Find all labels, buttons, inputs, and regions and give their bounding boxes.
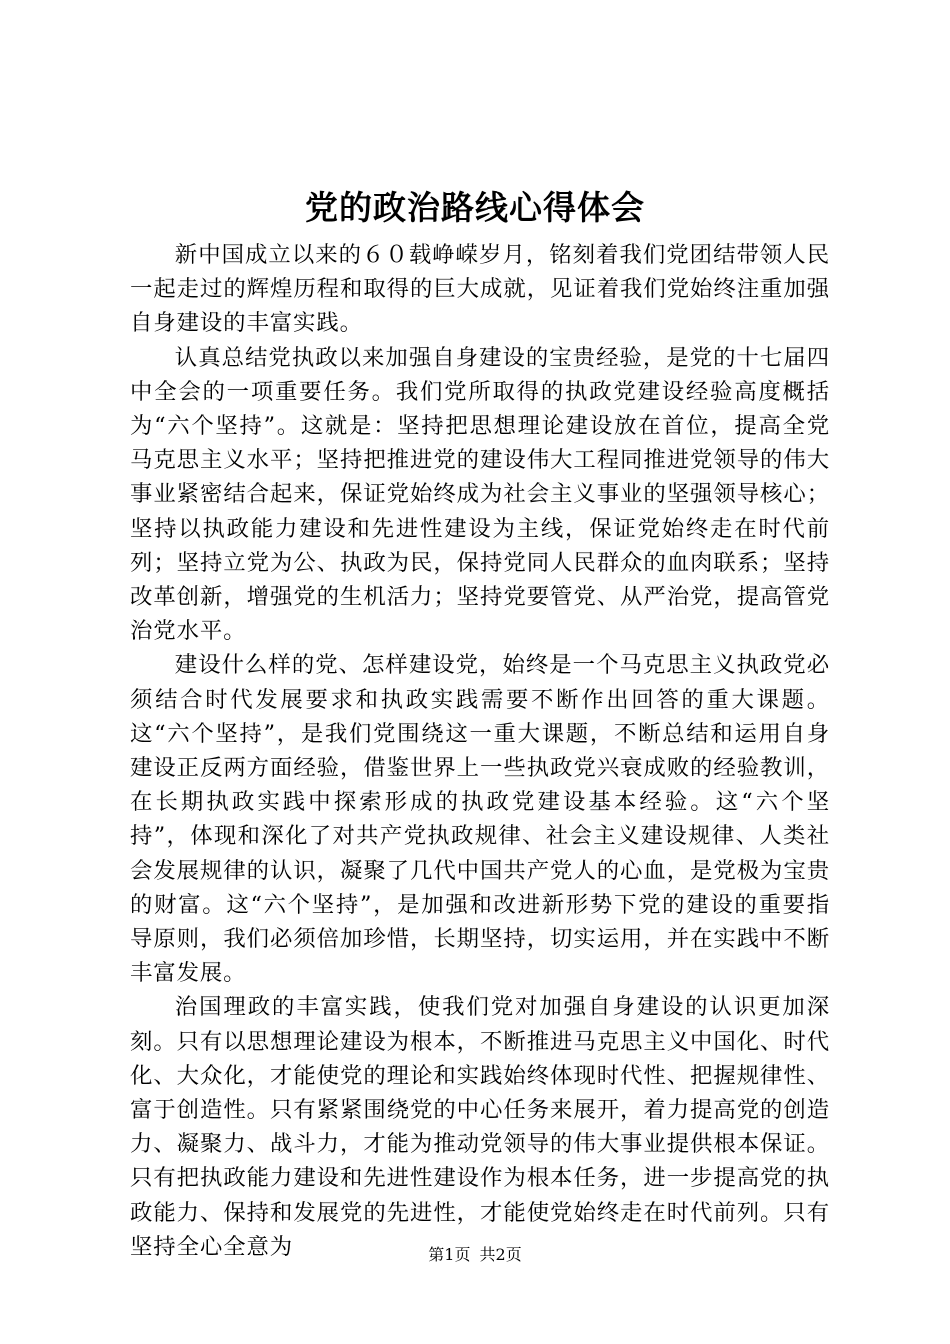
page-total: 共2页 [479,1245,522,1264]
paragraph-1: 新中国成立以来的６０载峥嵘岁月，铭刻着我们党团结带领人民一起走过的辉煌历程和取得的巨大成就，见证着我们党始终注重加强自身建设的丰富实践。 [130,242,830,337]
paragraph-3: 建设什么样的党、怎样建设党，始终是一个马克思主义执政党必须结合时代发展要求和执政实践需要不断作出回答的重大课题。这“六个坚持”，是我们党围绕这一重大课题，不断总结和运用自身建设正反两方面经验，借鉴世界上一些执政党兴衰成败的经验教训，在长期执政实践中探索形成的执政党建设基本经验。这“六个坚持”，体现和深化了对共产党执政规律、社会主义建设规律、人类社会发展规律的认识，凝聚了几代中国共产党人的心血，是党极为宝贵的财富。这“六个坚持”，是加强和改进新形势下党的建设的重要指导原则，我们必须倍加珍惜，长期坚持，切实运用，并在实践中不断丰富发展。 [130,652,830,987]
page-footer [0,1244,950,1266]
paragraph-2: 认真总结党执政以来加强自身建设的宝贵经验，是党的十七届四中全会的一项重要任务。我们党所取得的执政党建设经验高度概括为“六个坚持”。这就是：坚持把思想理论建设放在首位，提高全党马克思主义水平；坚持把推进党的建设伟大工程同推进党领导的伟大事业紧密结合起来，保证党始终成为社会主义事业的坚强领导核心；坚持以执政能力建设和先进性建设为主线，保证党始终走在时代前列；坚持立党为公、执政为民，保持党同人民群众的血肉联系；坚持改革创新，增强党的生机活力；坚持党要管党、从严治党，提高管党治党水平。 [130,344,830,645]
document-title: 党的政治路线心得体会 [305,188,645,227]
page-number: 第1页 [428,1245,471,1264]
paragraph-4: 治国理政的丰富实践，使我们党对加强自身建设的认识更加深刻。只有以思想理论建设为根本，不断推进马克思主义中国化、时代化、大众化，才能使党的理论和实践始终体现时代性、把握规律性、富于创造性。只有紧紧围绕党的中心任务来展开，着力提高党的创造力、凝聚力、战斗力，才能为推动党领导的伟大事业提供根本保证。只有把执政能力建设和先进性建设作为根本任务，进一步提高党的执政能力、保持和发展党的先进性，才能使党始终走在时代前列。只有坚持全心全意为 [130,994,830,1260]
document-body [130,238,830,1264]
